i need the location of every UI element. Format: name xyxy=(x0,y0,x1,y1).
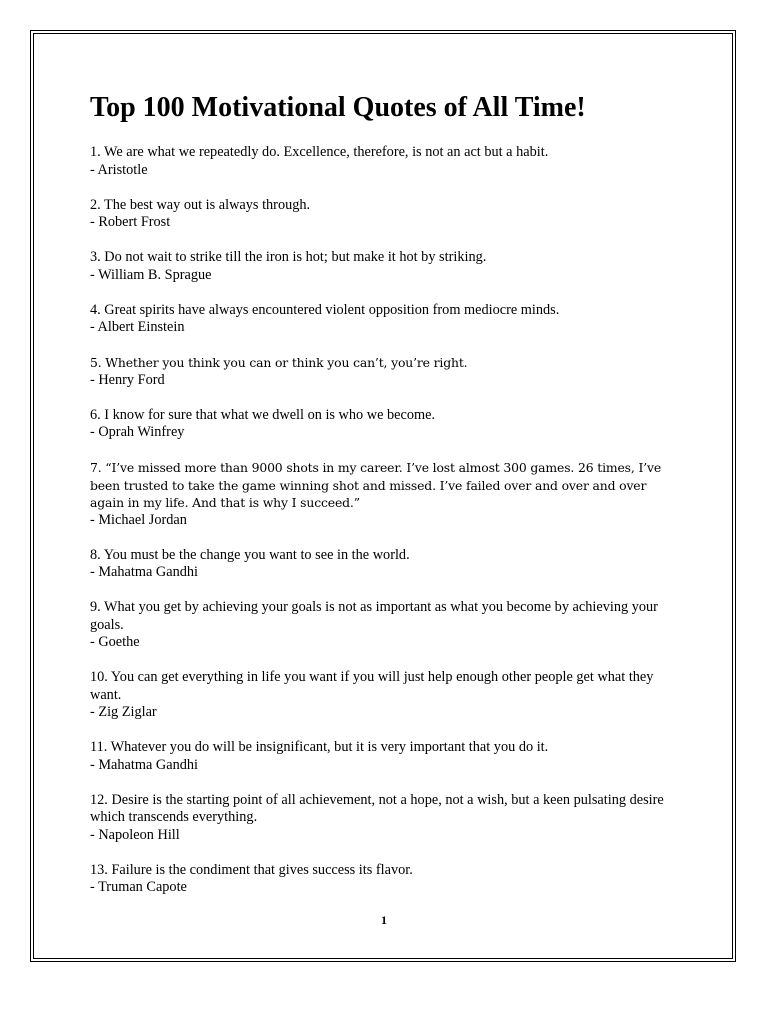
quote-list xyxy=(90,144,680,897)
quote-text: 4. Great spirits have always encountered violent opposition from mediocre minds. xyxy=(90,301,560,318)
quote-item-6 xyxy=(90,407,680,442)
quote-item-8 xyxy=(90,547,680,582)
quote-text: 8. You must be the change you want to see in the world. xyxy=(90,546,410,563)
quote-text: 7. “I’ve missed more than 9000 shots in my career. I’ve lost almost 300 games. 26 times, I’ve been trusted to take the game winning shot and missed. I’ve failed over and over and over again in my life. And that is why I succeed.” xyxy=(90,460,662,510)
quote-item-7 xyxy=(90,459,680,529)
quote-text: 9. What you get by achieving your goals is not as important as what you become by achieving your goals. xyxy=(90,599,658,633)
quote-item-5 xyxy=(90,354,680,389)
quote-author: - Goethe xyxy=(90,634,140,650)
quote-text: 1. We are what we repeatedly do. Excellence, therefore, is not an act but a habit. xyxy=(90,144,549,160)
quote-author: - Zig Ziglar xyxy=(90,704,157,720)
quote-text: 10. You can get everything in life you want if you will just help enough other people get what they want. xyxy=(90,669,654,703)
quote-item-11 xyxy=(90,739,680,774)
quote-author: - Mahatma Gandhi xyxy=(90,756,198,773)
quote-author: - Mahatma Gandhi xyxy=(90,564,198,580)
quote-text: 11. Whatever you do will be insignificant, but it is very important that you do it. xyxy=(90,739,549,755)
document-title: Top 100 Motivational Quotes of All Time! xyxy=(90,92,586,123)
quote-text: 12. Desire is the starting point of all achievement, not a hope, not a wish, but a keen pulsating desire which transcends everything. xyxy=(90,791,664,825)
quote-author: - Henry Ford xyxy=(90,371,165,388)
quote-item-4 xyxy=(90,302,680,337)
quote-author: - Albert Einstein xyxy=(90,319,185,335)
page-number: 1 xyxy=(381,913,387,927)
quote-author: - Aristotle xyxy=(90,161,148,178)
quote-text: 6. I know for sure that what we dwell on is who we become. xyxy=(90,406,436,423)
quote-item-10 xyxy=(90,669,680,722)
quote-author: - Napoleon Hill xyxy=(90,826,180,843)
quote-author: - Michael Jordan xyxy=(90,511,187,528)
quote-item-12 xyxy=(90,792,680,845)
document-body xyxy=(90,88,680,914)
quote-author: - Truman Capote xyxy=(90,879,187,895)
quote-text: 13. Failure is the condiment that gives success its flavor. xyxy=(90,861,413,878)
quote-item-9 xyxy=(90,599,680,652)
quote-item-13 xyxy=(90,862,680,897)
quote-item-3 xyxy=(90,249,680,284)
quote-author: - Robert Frost xyxy=(90,214,171,230)
quote-author: - William B. Sprague xyxy=(90,266,212,283)
quote-item-2 xyxy=(90,197,680,232)
quote-item-1 xyxy=(90,144,680,179)
quote-text: 5. Whether you think you can or think you can’t, you’re right. xyxy=(90,355,468,370)
quote-text: 3. Do not wait to strike till the iron is hot; but make it hot by striking. xyxy=(90,249,487,265)
quote-author: - Oprah Winfrey xyxy=(90,424,185,440)
quote-text: 2. The best way out is always through. xyxy=(90,196,311,213)
